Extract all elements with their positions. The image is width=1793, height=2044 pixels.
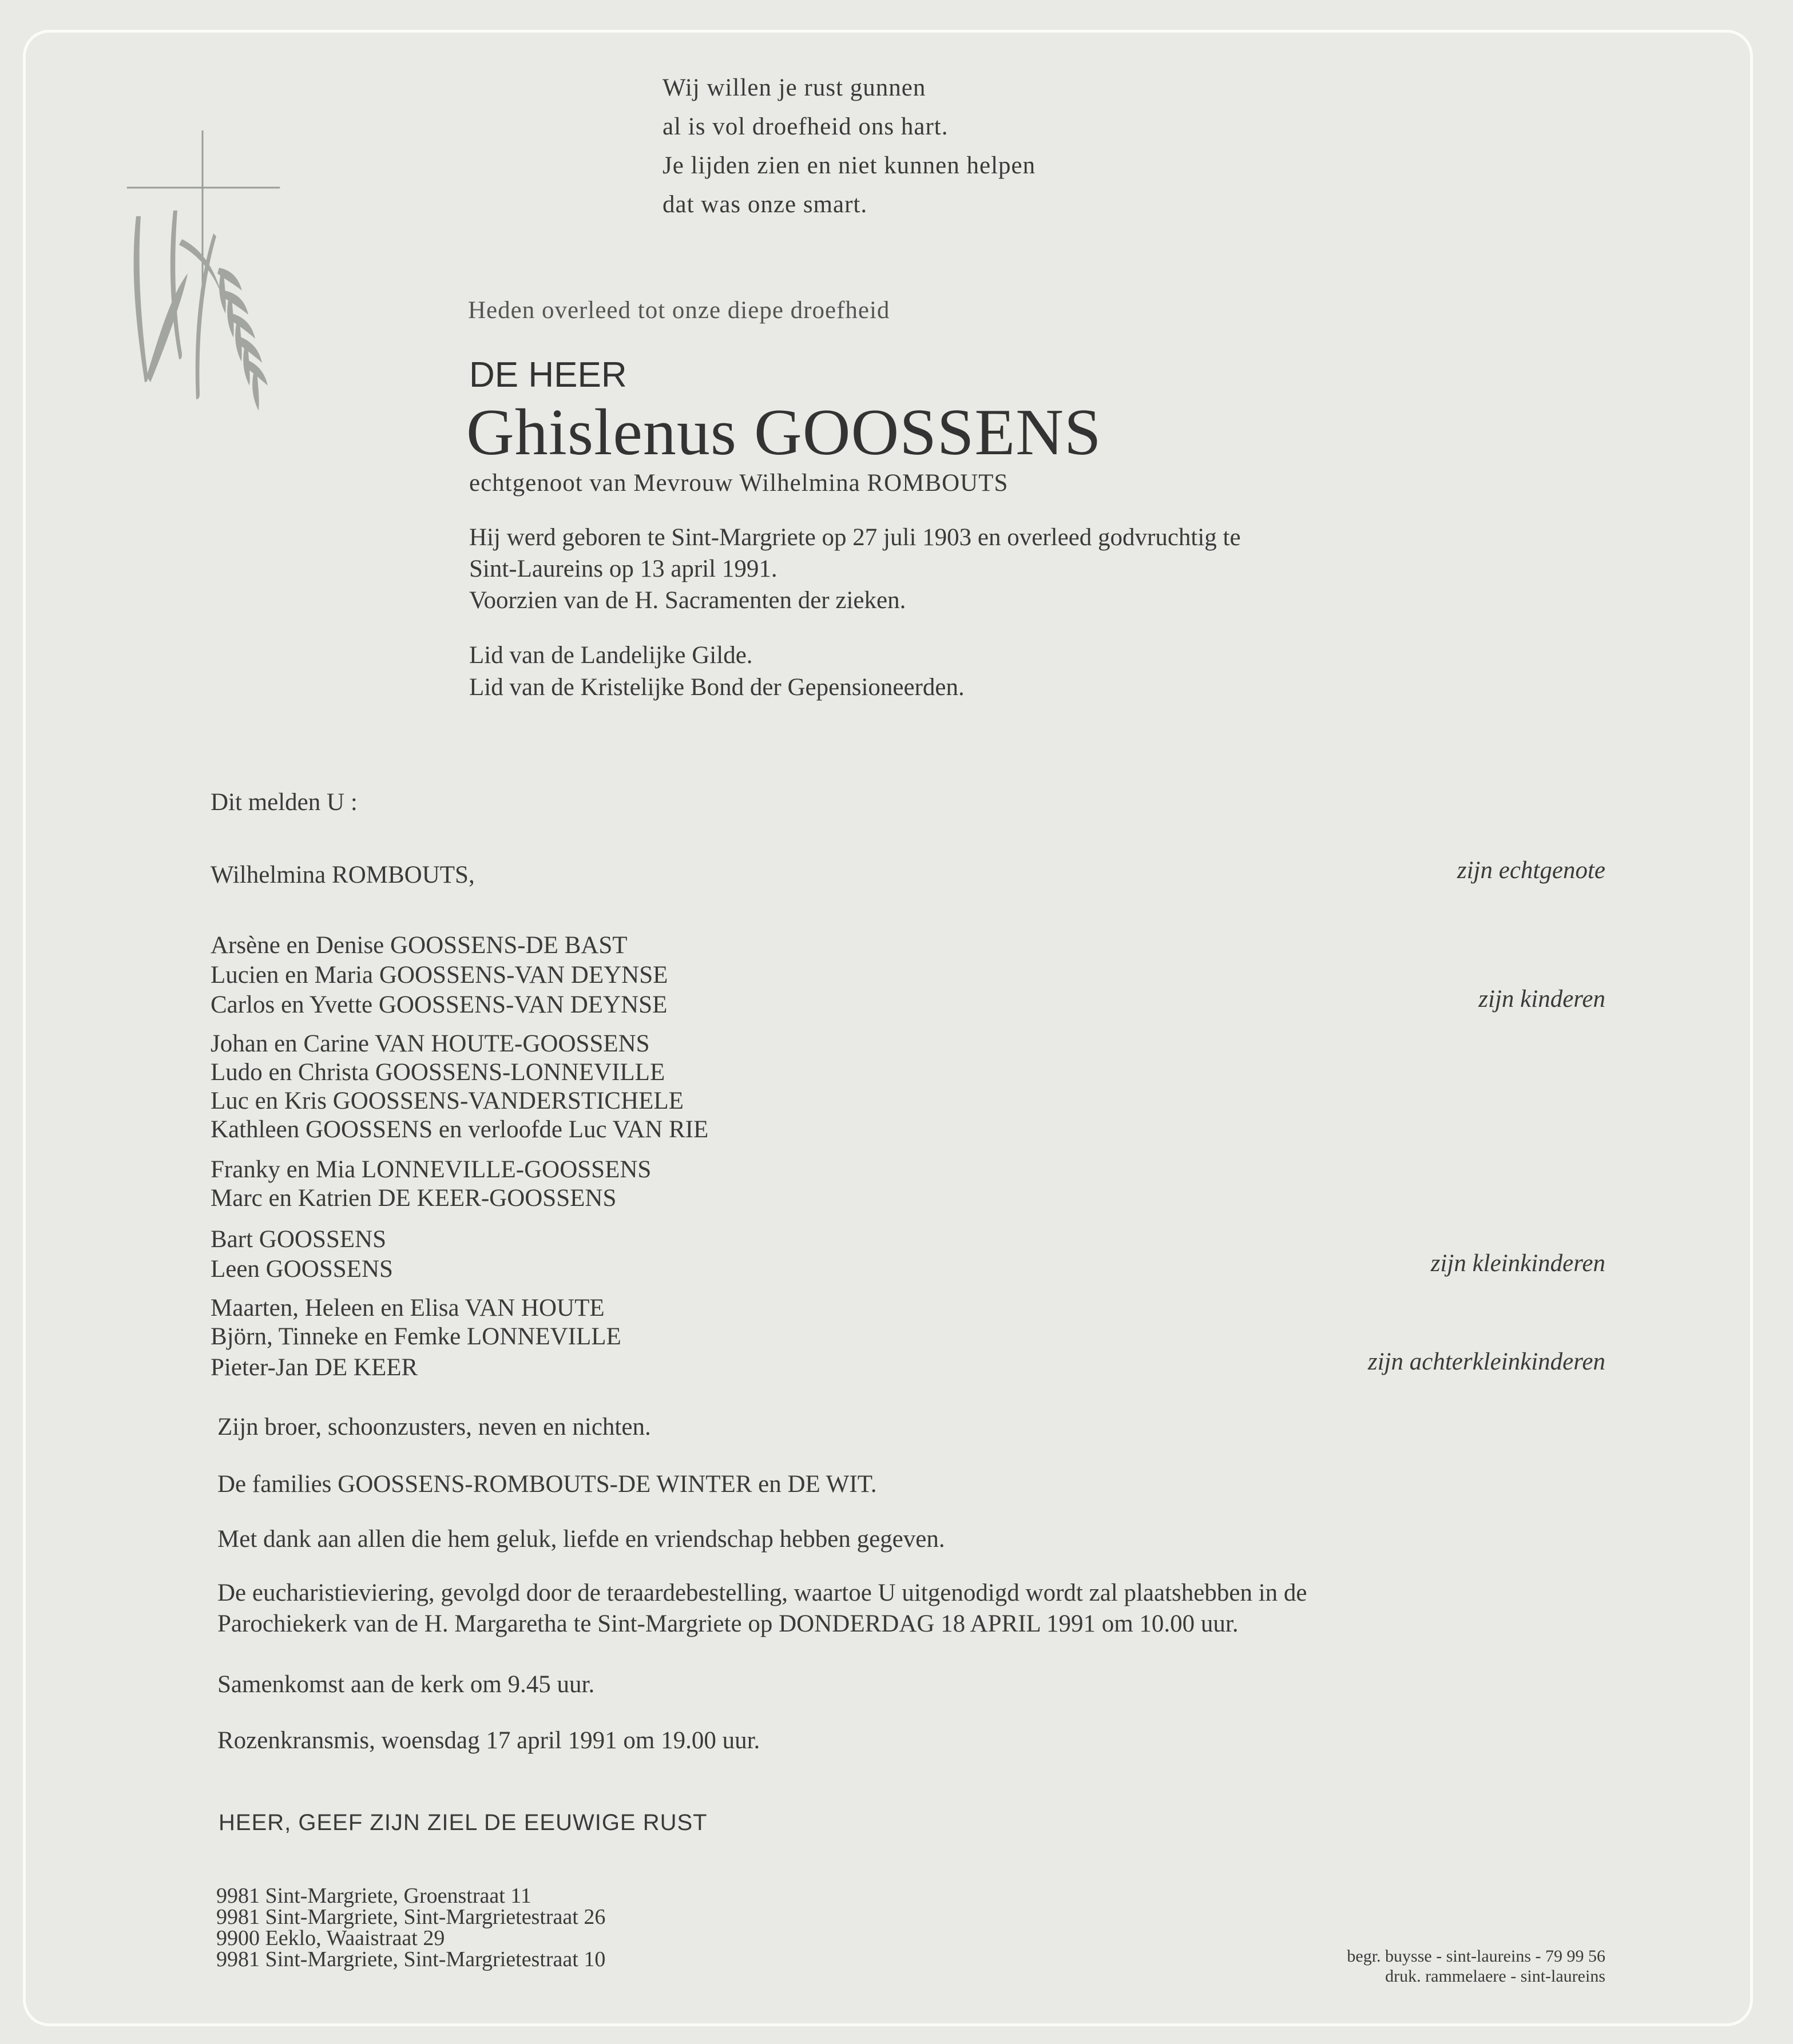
family-grandchild: Marc en Katrien DE KEER-GOOSSENS [211,1185,617,1212]
family-grandchild: Johan en Carine VAN HOUTE-GOOSSENS [211,1030,650,1057]
address-line: 9981 Sint-Margriete, Sint-Margrietestraat 26 [216,1905,606,1929]
family-great-grandchild: Björn, Tinneke en Femke LONNEVILLE [211,1323,621,1350]
bio-line: Voorzien van de H. Sacramenten der zieken. [469,587,906,614]
poem-line: Wij willen je rust gunnen [663,74,926,101]
family-great-grandchild: Pieter-Jan DE KEER [211,1354,418,1381]
others-line: Zijn broer, schoonzusters, neven en nichten. [217,1414,651,1440]
printer-credits [1347,1946,1605,1986]
family-grandchild: Ludo en Christa GOOSSENS-LONNEVILLE [211,1059,665,1086]
family-spouse: Wilhelmina ROMBOUTS, [211,862,475,888]
family-grandchild: Bart GOOSSENS [211,1226,387,1253]
address-line: 9981 Sint-Margriete, Groenstraat 11 [216,1884,531,1908]
family-child: Arsène en Denise GOOSSENS-DE BAST [211,932,628,959]
family-grandchild: Leen GOOSSENS [211,1256,393,1283]
membership-line: Lid van de Landelijke Gilde. [469,642,753,669]
poem-line: Je lijden zien en niet kunnen helpen [663,152,1036,179]
role-children: zijn kinderen [1478,986,1605,1013]
membership-line: Lid van de Kristelijke Bond der Gepensioneerden. [469,674,965,701]
deceased-name: Ghislenus GOOSSENS [466,396,1102,469]
family-grandchild: Franky en Mia LONNEVILLE-GOOSSENS [211,1156,652,1183]
cross-wheat-icon [119,130,314,428]
bio-line: Sint-Laureins op 13 april 1991. [469,555,778,582]
announce-line: Dit melden U : [211,789,358,816]
intro-text: Heden overleed tot onze diepe droefheid [468,297,890,324]
meeting-line: Samenkomst aan de kerk om 9.45 uur. [217,1671,595,1698]
role-grandchildren: zijn kleinkinderen [1430,1250,1605,1277]
printer-line: begr. buysse - sint-laureins - 79 99 56 [1347,1947,1605,1966]
service-line: Parochiekerk van de H. Margaretha te Sint-Margriete op DONDERDAG 18 APRIL 1991 om 10.00 uur. [217,1610,1239,1637]
rosary-line: Rozenkransmis, woensdag 17 april 1991 om 19.00 uur. [217,1727,760,1754]
thanks-line: Met dank aan allen die hem geluk, liefde en vriendschap hebben gegeven. [217,1526,945,1553]
role-great-grandchildren: zijn achterkleinkinderen [1367,1348,1605,1375]
family-great-grandchild: Maarten, Heleen en Elisa VAN HOUTE [211,1295,605,1321]
family-child: Lucien en Maria GOOSSENS-VAN DEYNSE [211,962,668,989]
role-spouse: zijn echtgenote [1457,857,1605,884]
addresses [216,1886,605,1970]
family-grandchild: Luc en Kris GOOSSENS-VANDERSTICHELE [211,1088,684,1114]
printer-line: druk. rammelaere - sint-laureins [1385,1967,1605,1986]
families-line: De families GOOSSENS-ROMBOUTS-DE WINTER en DE WIT. [217,1471,877,1498]
memberships [469,640,965,704]
title-prefix: DE HEER [469,355,627,395]
poem-line: al is vol droefheid ons hart. [663,113,949,140]
bio-line: Hij werd geboren te Sint-Margriete op 27 juli 1903 en overleed godvruchtig te [469,524,1241,551]
poem [663,69,1036,224]
address-line: 9900 Eeklo, Waaistraat 29 [216,1926,445,1950]
service-line: De eucharistieviering, gevolgd door de teraardebestelling, waartoe U uitgenodigd wordt zal plaatshebben in de [217,1579,1307,1606]
poem-line: dat was onze smart. [663,191,868,218]
address-line: 9981 Sint-Margriete, Sint-Margrietestraat 10 [216,1947,606,1971]
prayer-line: HEER, GEEF ZIJN ZIEL DE EEUWIGE RUST [219,1810,708,1835]
family-grandchild: Kathleen GOOSSENS en verloofde Luc VAN RIE [211,1116,709,1143]
spouse-line: echtgenoot van Mevrouw Wilhelmina ROMBOUTS [469,470,1009,497]
biography [469,522,1241,616]
family-child: Carlos en Yvette GOOSSENS-VAN DEYNSE [211,991,668,1018]
